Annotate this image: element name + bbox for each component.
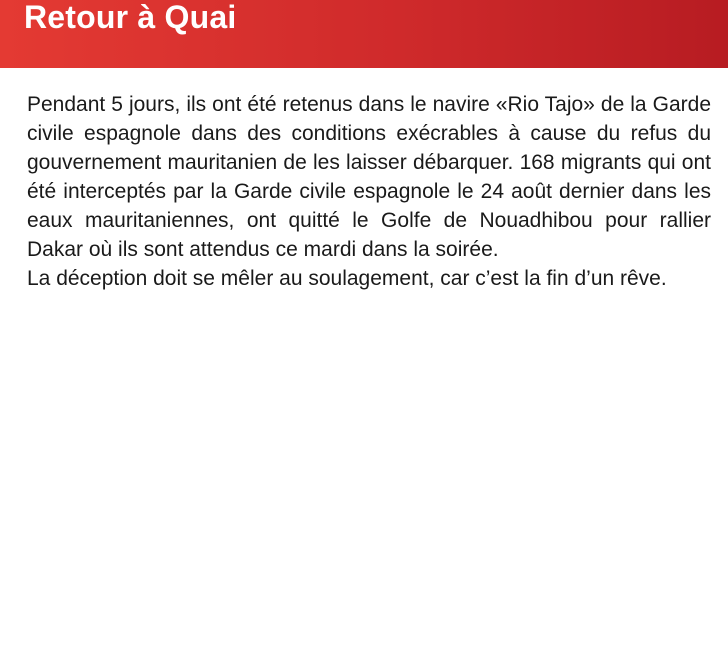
article-body bbox=[27, 90, 711, 293]
article-paragraph-2: La déception doit se mêler au soulagement, car c’est la fin d’un rêve. bbox=[27, 267, 667, 290]
page-title: Retour à Quai bbox=[24, 0, 237, 35]
article-paragraph-1: Pendant 5 jours, ils ont été retenus dans le navire «Rio Tajo» de la Garde civile espagnole dans des conditions exécrables à cause du refus du gouvernement mauritanien de les laisser débarquer. 168 migrants qui ont été interceptés par la Garde civile espagnole le 24 août dernier dans les eaux mauritaniennes, ont quitté le Golfe de Nouadhibou pour rallier Dakar où ils sont attendus ce mardi dans la soirée. bbox=[27, 93, 711, 261]
header-banner bbox=[0, 0, 728, 68]
